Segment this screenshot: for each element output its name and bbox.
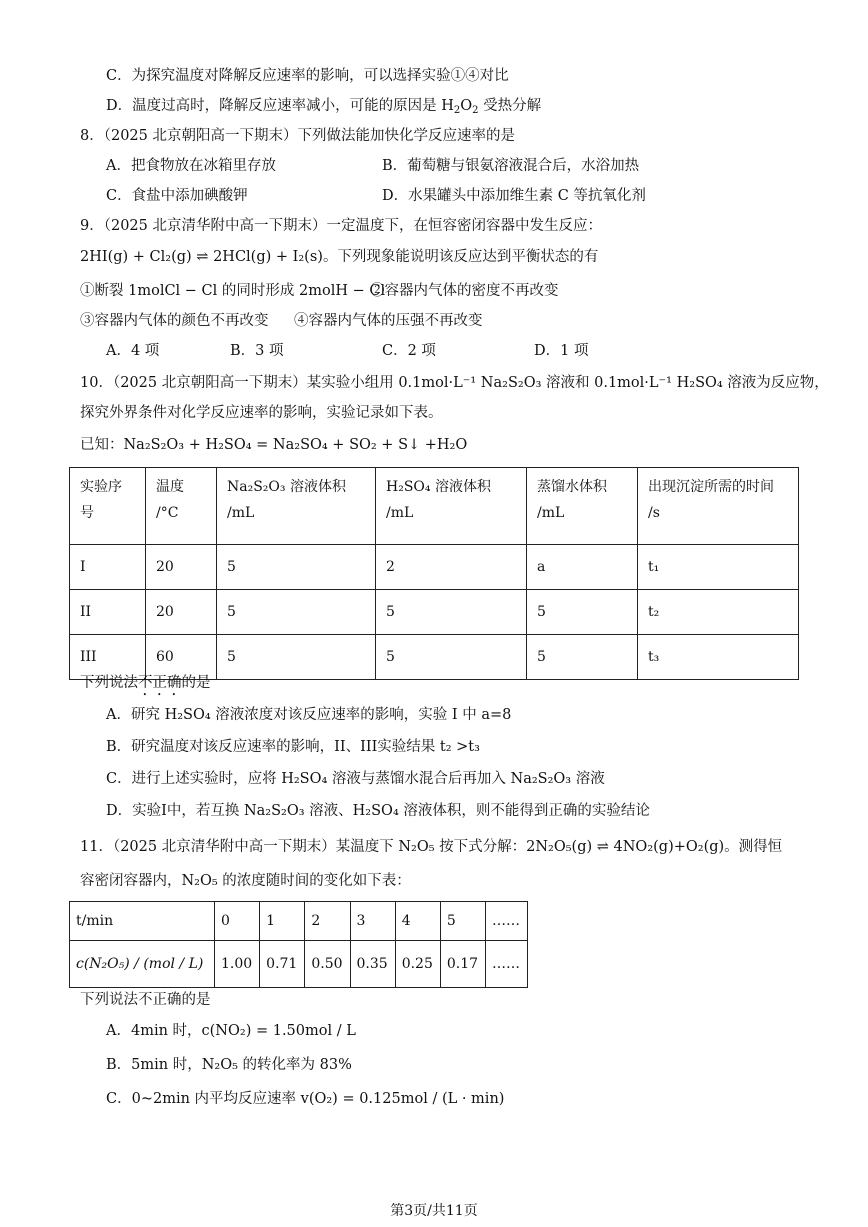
table-header-row <box>70 468 799 545</box>
ask-post: 的是 <box>181 675 211 691</box>
header-line: 蒸馏水体积 <box>537 479 607 495</box>
q9-option-d: D．1 项 <box>534 343 589 359</box>
table-cell: …… <box>486 941 528 988</box>
q9-item-1: ①断裂 1molCl − Cl 的同时形成 2molH − Cl <box>80 283 386 299</box>
table-cell: 3 <box>350 902 395 941</box>
page-footer: 第3页/共11页 <box>390 1203 478 1219</box>
table-cell: t/min <box>70 902 215 941</box>
ask-emphasis: 不正确 <box>138 675 182 691</box>
q9-option-a: A．4 项 <box>106 343 160 359</box>
table-header-cell <box>217 468 376 545</box>
q7-d-sub1: 2 <box>453 105 461 116</box>
header-line: /mL <box>537 505 565 521</box>
table-cell: 5 <box>440 902 485 941</box>
q9-stem: 9．（2025 北京清华附中高一下期末）一定温度下，在恒容密闭容器中发生反应： <box>80 218 602 234</box>
table-cell: 5 <box>527 590 638 635</box>
q7-d-pre: D．温度过高时，降解反应速率减小，可能的原因是 H <box>106 98 454 114</box>
q10-experiment-table <box>69 467 799 680</box>
q11-ask: 下列说法不正确的是 <box>80 992 211 1008</box>
table-cell: a <box>527 545 638 590</box>
table-cell: 0 <box>215 902 260 941</box>
table-cell: II <box>70 590 146 635</box>
table-cell: 1.00 <box>215 941 260 988</box>
q7-d-post: 受热分解 <box>478 98 542 114</box>
q8-option-d: D．水果罐头中添加维生素 C 等抗氧化剂 <box>382 188 646 204</box>
q11-option-c: C．0~2min 内平均反应速率 v(O₂) = 0.125mol / (L · min) <box>106 1091 505 1107</box>
table-row <box>70 545 799 590</box>
table-header-cell <box>638 468 799 545</box>
q7-d-mid: O <box>460 98 473 114</box>
table-header-cell <box>527 468 638 545</box>
q11-stem-line2: 容密闭容器内，N₂O₅ 的浓度随时间的变化如下表： <box>80 873 411 889</box>
table-cell: 0.35 <box>350 941 395 988</box>
q9-item-4: ④容器内气体的压强不再改变 <box>294 313 483 329</box>
table-cell: t₃ <box>638 635 799 680</box>
table-cell: t₁ <box>638 545 799 590</box>
header-line: 号 <box>80 505 94 521</box>
q10-option-d: D．实验I中，若互换 Na₂S₂O₃ 溶液、H₂SO₄ 溶液体积，则不能得到正确的实验结论 <box>106 803 650 819</box>
q11-concentration-table <box>69 901 528 988</box>
table-cell: 0.71 <box>260 941 305 988</box>
table-cell: 20 <box>146 590 217 635</box>
table-cell: 5 <box>217 545 376 590</box>
table-header-cell <box>70 468 146 545</box>
table-cell: c(N₂O₅) / (mol / L) <box>70 941 215 988</box>
table-header-cell <box>146 468 217 545</box>
header-line: /mL <box>227 505 255 521</box>
q10-stem-line1: 10．（2025 北京朝阳高一下期末）某实验小组用 0.1mol·L⁻¹ Na₂S₂O₃ 溶液和 0.1mol·L⁻¹ H₂SO₄ 溶液为反应物， <box>80 375 829 391</box>
q9-item-2: ②容器内气体的密度不再改变 <box>370 283 559 299</box>
table-cell: 5 <box>217 635 376 680</box>
table-cell: 0.25 <box>395 941 440 988</box>
q11-option-a: A．4min 时，c(NO₂) = 1.50mol / L <box>106 1023 356 1039</box>
header-line: 出现沉淀所需的时间 <box>648 479 774 495</box>
table-row <box>70 941 528 988</box>
table-cell: 5 <box>217 590 376 635</box>
table-cell: 2 <box>376 545 527 590</box>
q11-stem-line1: 11．（2025 北京清华附中高一下期末）某温度下 N₂O₅ 按下式分解：2N₂O₅(g) ⇌ 4NO₂(g)+O₂(g)。测得恒 <box>80 839 783 855</box>
q9-item-3: ③容器内气体的颜色不再改变 <box>80 313 269 329</box>
table-cell: 5 <box>376 590 527 635</box>
q9-option-b: B．3 项 <box>230 343 284 359</box>
q9-equation: 2HI(g) + Cl₂(g) ⇌ 2HCl(g) + I₂(s) <box>80 249 323 265</box>
table-row <box>70 590 799 635</box>
q8-stem: 8．（2025 北京朝阳高一下期末）下列做法能加快化学反应速率的是 <box>80 128 515 144</box>
table-cell: 20 <box>146 545 217 590</box>
header-line: H₂SO₄ 溶液体积 <box>386 479 491 495</box>
header-line: /°C <box>156 505 179 521</box>
q8-option-b: B．葡萄糖与银氨溶液混合后，水浴加热 <box>382 158 640 174</box>
table-cell: 5 <box>527 635 638 680</box>
q10-known-equation: 已知：Na₂S₂O₃ + H₂SO₄ = Na₂SO₄ + SO₂ + S↓ +H₂O <box>80 437 468 453</box>
q7-option-d <box>106 96 541 116</box>
table-cell: 0.50 <box>305 941 350 988</box>
q10-option-c: C．进行上述实验时，应将 H₂SO₄ 溶液与蒸馏水混合后再加入 Na₂S₂O₃ 溶液 <box>106 771 605 787</box>
table-cell: 60 <box>146 635 217 680</box>
q10-option-a: A．研究 H₂SO₄ 溶液浓度对该反应速率的影响，实验 I 中 a=8 <box>106 707 512 723</box>
table-cell: 0.17 <box>440 941 485 988</box>
table-cell: …… <box>486 902 528 941</box>
q8-option-c: C．食盐中添加碘酸钾 <box>106 188 248 204</box>
q10-option-b: B．研究温度对该反应速率的影响，II、III实验结果 t₂ >t₃ <box>106 739 480 755</box>
ask-pre: 下列说法 <box>80 675 138 691</box>
q7-d-sub2: 2 <box>472 105 479 116</box>
q10-stem-line2: 探究外界条件对化学反应速率的影响，实验记录如下表。 <box>80 405 443 421</box>
table-cell: 4 <box>395 902 440 941</box>
table-cell: 5 <box>376 635 527 680</box>
q9-option-c: C．2 项 <box>382 343 436 359</box>
header-line: /mL <box>386 505 414 521</box>
q8-option-a: A．把食物放在冰箱里存放 <box>106 158 276 174</box>
q7-option-c: C．为探究温度对降解反应速率的影响，可以选择实验①④对比 <box>106 68 509 84</box>
table-header-cell <box>376 468 527 545</box>
table-row <box>70 902 528 941</box>
q9-equation-tail: 。下列现象能说明该反应达到平衡状态的有 <box>322 249 599 265</box>
table-cell: 1 <box>260 902 305 941</box>
header-line: /s <box>648 505 660 521</box>
q10-ask <box>80 673 211 699</box>
table-cell: 2 <box>305 902 350 941</box>
q11-option-b: B．5min 时，N₂O₅ 的转化率为 83% <box>106 1057 352 1073</box>
header-line: 实验序 <box>80 479 122 495</box>
table-cell: t₂ <box>638 590 799 635</box>
table-cell: I <box>70 545 146 590</box>
header-line: Na₂S₂O₃ 溶液体积 <box>227 479 346 495</box>
table-cell: III <box>70 635 146 680</box>
q9-equation-line <box>80 247 598 267</box>
header-line: 温度 <box>156 479 184 495</box>
